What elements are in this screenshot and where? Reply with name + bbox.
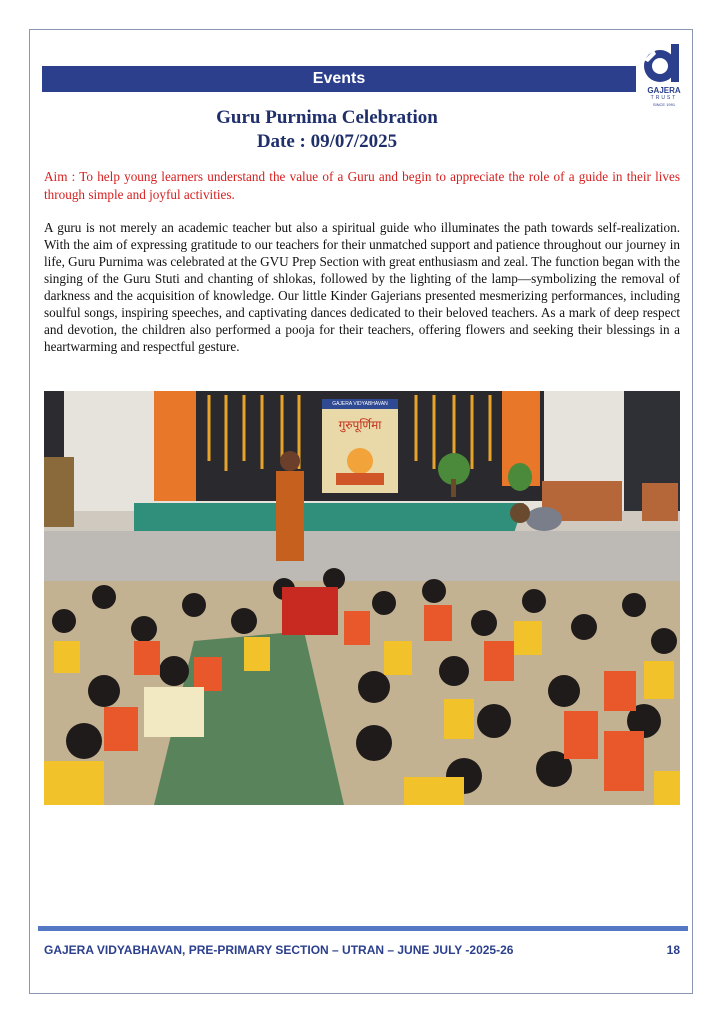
logo-name: GAJERA: [647, 86, 681, 95]
stage-banner-text: GAJERA VIDYABHAVAN: [332, 401, 388, 407]
logo-since: SINCE 1991: [652, 102, 676, 107]
article-date: Date : 09/07/2025: [256, 131, 398, 152]
event-photo-illustration: [44, 391, 680, 805]
events-banner: Events: [42, 66, 636, 92]
child-in-red-dress: [282, 587, 338, 635]
logo-sub: TRUST: [650, 95, 678, 101]
article-title: Guru Purnima Celebration: [216, 107, 438, 128]
footer-rule: [38, 926, 688, 931]
event-photo: [44, 391, 680, 805]
article-body: A guru is not merely an academic teacher but also a spiritual guide who illuminates the path towards self-realization. With the aim of expressing gratitude to our teachers for their unmatched support and patience throughout our journey in life, Guru Purnima was celebrated at the GVU Prep Section with great enthusiasm and zeal. The function began with the singing of the Guru Stuti and chanting of shlokas, followed by the lighting of the lamp—symbolizing the removal of darkness and the acquisition of knowledge. Our little Kinder Gajerians presented mesmerizing performances, including soulful songs, inspiring speeches, and captivating dances dedicated to their beloved teachers. As a mark of deep respect and devotion, the children also performed a pooja for their teachers, offering flowers and seeking their blessings in a heartwarming and respectful gesture.: [44, 220, 680, 354]
page-number: 18: [666, 943, 680, 957]
teacher-figure: [276, 471, 304, 561]
backdrop-text: गुरुपूर्णिमा: [338, 418, 382, 432]
footer-text: GAJERA VIDYABHAVAN, PRE-PRIMARY SECTION – UTRAN – JUNE JULY -2025-26: [44, 943, 514, 957]
aim-text: Aim : To help young learners understand the value of a Guru and begin to appreciate the role of a guide in their lives through simple and joyful activities.: [44, 169, 680, 202]
